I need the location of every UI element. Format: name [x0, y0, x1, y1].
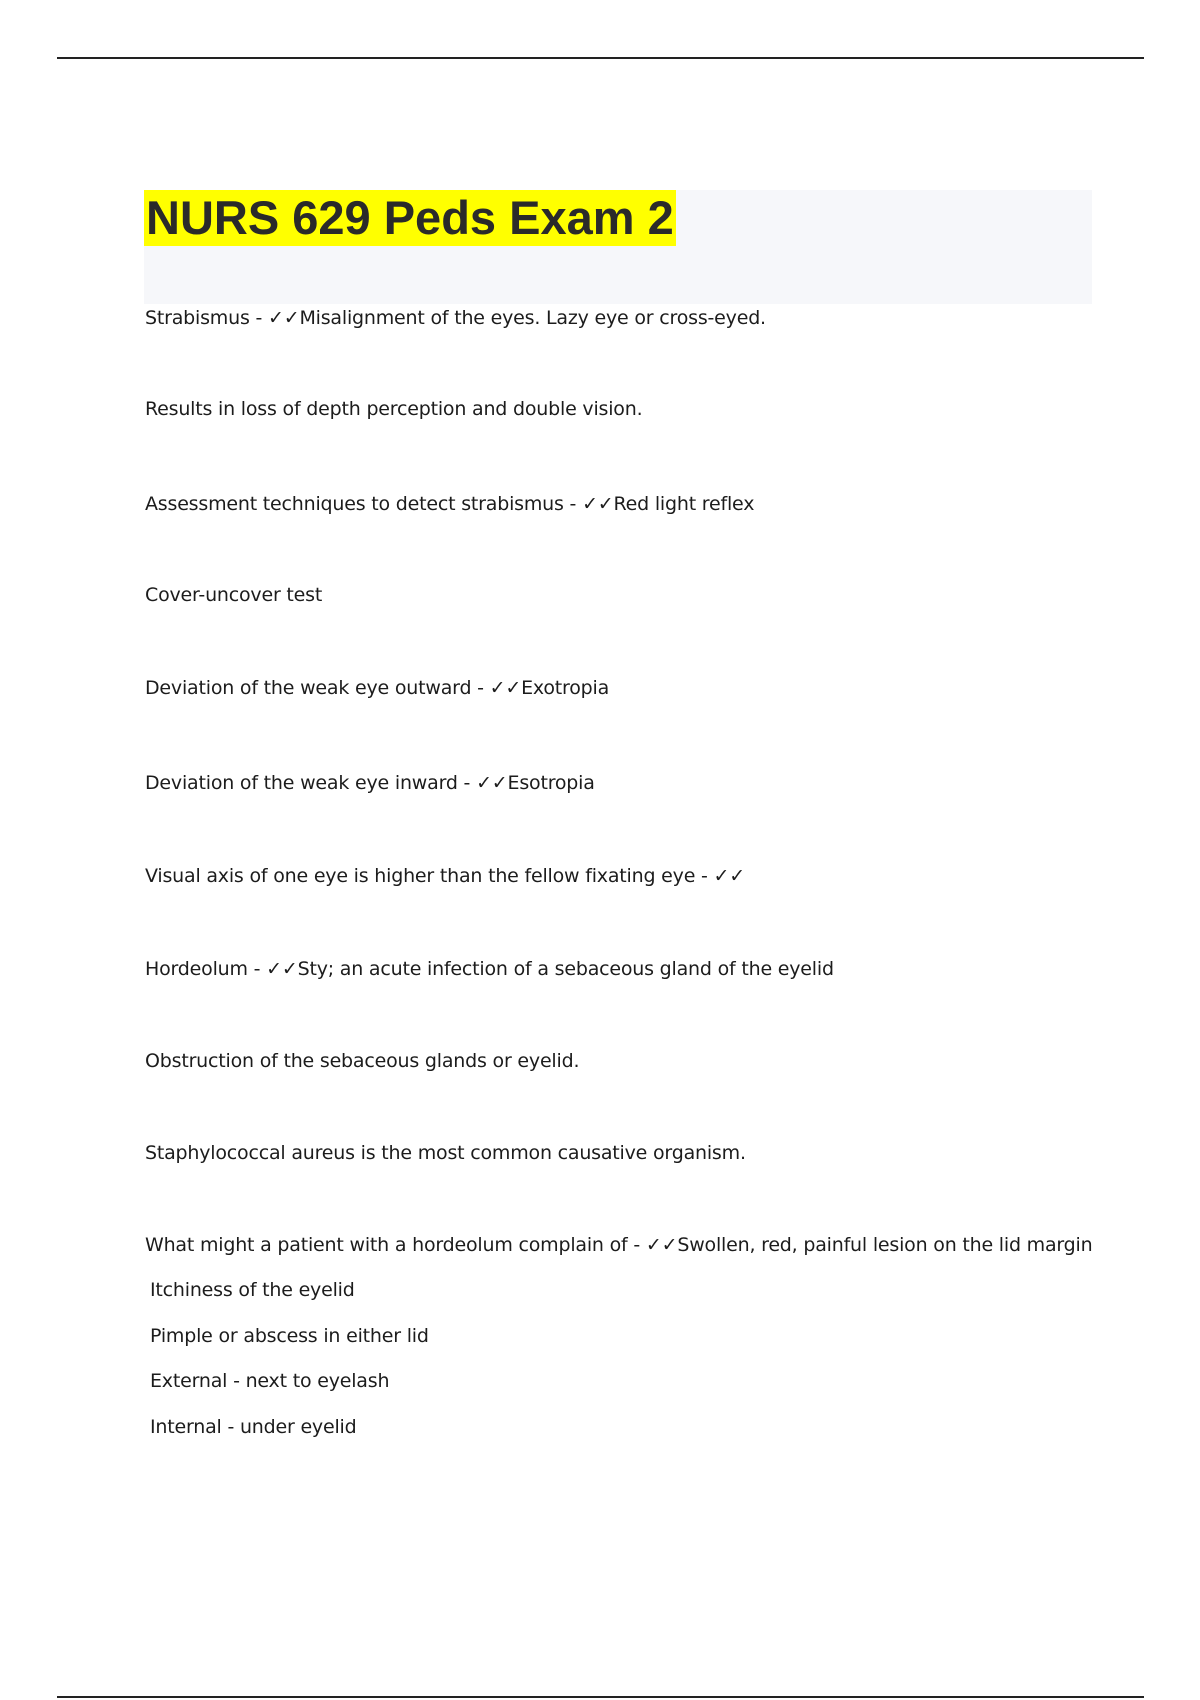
flashcard-line — [145, 957, 834, 981]
note-text: External - next to eyelash — [150, 1370, 390, 1392]
flashcard-answer: Misalignment of the eyes. Lazy eye or cross-eyed. — [299, 307, 766, 329]
flashcard-term: Deviation of the weak eye outward - — [145, 677, 490, 699]
flashcard-term: What might a patient with a hordeolum complain of - — [145, 1234, 646, 1256]
note-text: Results in loss of depth perception and double vision. — [145, 398, 643, 420]
note-line — [145, 397, 642, 421]
flashcard-line — [145, 676, 609, 700]
double-check-icon: ✓✓ — [645, 1234, 678, 1256]
flashcard-term: Visual axis of one eye is higher than the fellow fixating eye - — [145, 865, 714, 887]
flashcard-term: Deviation of the weak eye inward - — [145, 772, 477, 794]
note-text: Cover-uncover test — [145, 584, 323, 606]
note-line — [150, 1415, 357, 1439]
double-check-icon: ✓✓ — [489, 677, 522, 699]
flashcard-term: Assessment techniques to detect strabismus - — [145, 493, 583, 515]
double-check-icon: ✓✓ — [266, 958, 298, 980]
flashcard-line — [145, 306, 766, 330]
note-text: Staphylococcal aureus is the most common causative organism. — [145, 1142, 746, 1164]
document-title: NURS 629 Peds Exam 2 — [146, 191, 674, 244]
flashcard-answer: Red light reflex — [613, 493, 755, 515]
double-check-icon: ✓✓ — [713, 865, 745, 887]
note-text: Internal - under eyelid — [150, 1416, 357, 1438]
note-line — [150, 1324, 429, 1348]
flashcard-term: Hordeolum - — [145, 958, 267, 980]
flashcard-line — [145, 492, 754, 516]
flashcard-line — [145, 1233, 1092, 1257]
note-text: Pimple or abscess in either lid — [150, 1325, 429, 1347]
double-check-icon: ✓✓ — [268, 307, 300, 329]
flashcard-answer: Esotropia — [507, 772, 595, 794]
flashcard-answer: Swollen, red, painful lesion on the lid margin — [677, 1234, 1093, 1256]
note-line — [145, 1141, 746, 1165]
flashcard-answer: Sty; an acute infection of a sebaceous gland of the eyelid — [297, 958, 834, 980]
note-line — [145, 1049, 579, 1073]
flashcard-line — [145, 864, 745, 888]
note-line — [150, 1369, 389, 1393]
double-check-icon: ✓✓ — [476, 772, 508, 794]
flashcard-answer: Exotropia — [521, 677, 610, 699]
note-line — [150, 1278, 355, 1302]
note-text: Obstruction of the sebaceous glands or eyelid. — [145, 1050, 580, 1072]
flashcard-term: Strabismus - — [145, 307, 268, 329]
double-check-icon: ✓✓ — [582, 493, 614, 515]
header-rule — [57, 57, 1144, 59]
note-text: Itchiness of the eyelid — [150, 1279, 355, 1301]
flashcard-line — [145, 771, 595, 795]
note-line — [145, 583, 322, 607]
footer-rule — [57, 1696, 1144, 1698]
